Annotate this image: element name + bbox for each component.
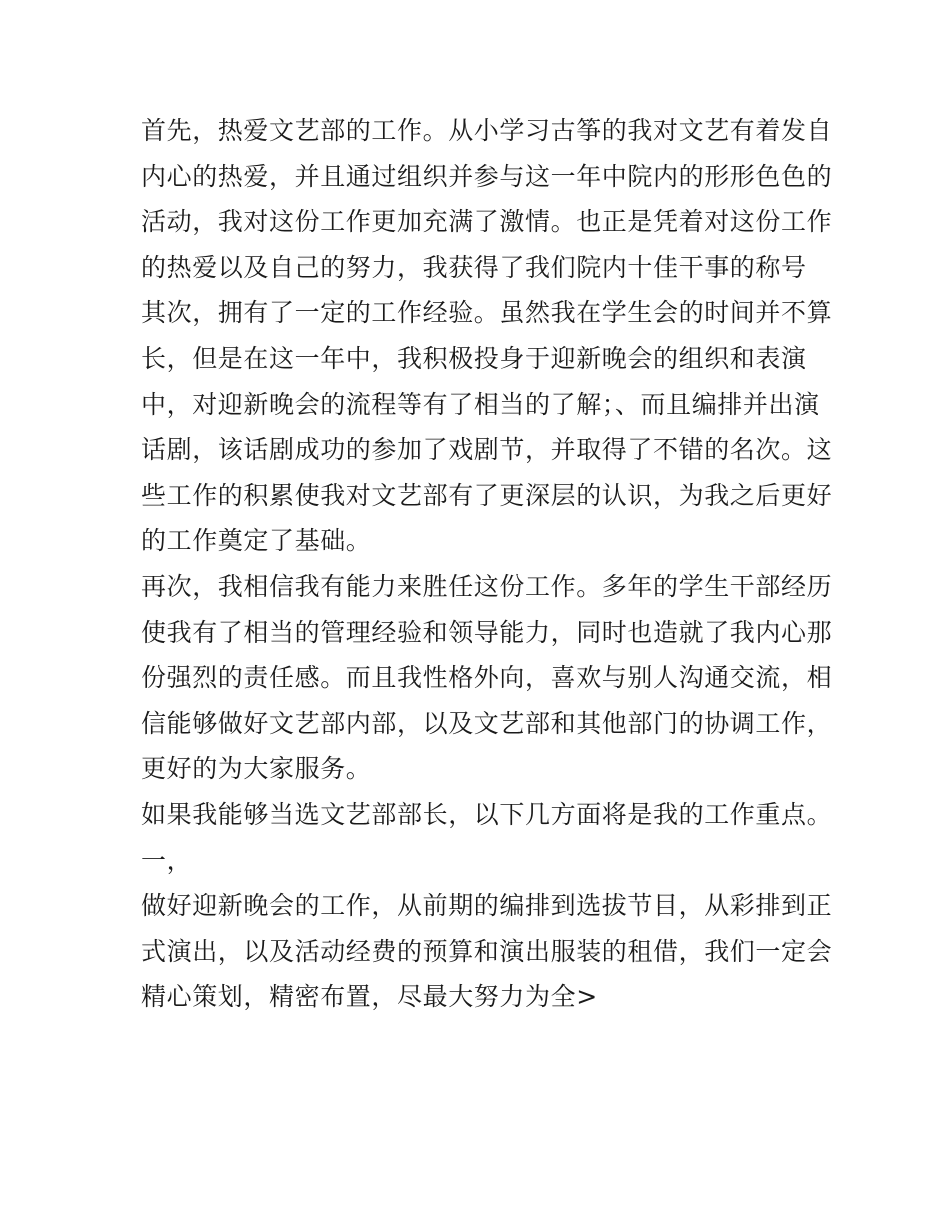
text-line: 些工作的积累使我对文艺部有了更深层的认识，为我之后更好 bbox=[141, 480, 833, 510]
text-line: 如果我能够当选文艺部部长，以下几方面将是我的工作重点。 bbox=[141, 799, 833, 829]
text-line: 信能够做好文艺部内部，以及文艺部和其他部门的协调工作， bbox=[141, 708, 833, 738]
text-line: 更好的为大家服务。 bbox=[141, 754, 372, 784]
text-line: 活动，我对这份工作更加充满了激情。也正是凭着对这份工作 bbox=[141, 207, 833, 237]
text-line: 再次，我相信我有能力来胜任这份工作。多年的学生干部经历 bbox=[141, 571, 833, 601]
text-line: 做好迎新晚会的工作，从前期的编排到选拔节目，从彩排到正 bbox=[141, 891, 833, 921]
text-line: 的工作奠定了基础。 bbox=[141, 526, 372, 556]
text-line: 长，但是在这一年中，我积极投身于迎新晚会的组织和表演 bbox=[141, 343, 807, 373]
text-line: 份强烈的责任感。而且我性格外向，喜欢与别人沟通交流，相 bbox=[141, 663, 833, 693]
text-line: 一， bbox=[141, 845, 193, 875]
text-line: 的热爱以及自己的努力，我获得了我们院内十佳干事的称号 bbox=[141, 252, 807, 282]
text-line: 其次，拥有了一定的工作经验。虽然我在学生会的时间并不算 bbox=[141, 298, 833, 328]
text-line: 话剧，该话剧成功的参加了戏剧节，并取得了不错的名次。这 bbox=[141, 435, 833, 465]
text-line: 中，对迎新晚会的流程等有了相当的了解；、而且编排并出演 bbox=[141, 389, 820, 419]
text-line: 首先，热爱文艺部的工作。从小学习古筝的我对文艺有着发自 bbox=[141, 116, 833, 145]
text-line: 式演出，以及活动经费的预算和演出服装的租借，我们一定会 bbox=[141, 936, 833, 966]
text-line: 内心的热爱，并且通过组织并参与这一年中院内的形形色色的 bbox=[141, 161, 833, 191]
document-body bbox=[141, 108, 833, 1020]
text-line: 使我有了相当的管理经验和领导能力，同时也造就了我内心那 bbox=[141, 617, 833, 647]
text-line: 精心策划，精密布置，尽最大努力为全> bbox=[141, 982, 598, 1012]
